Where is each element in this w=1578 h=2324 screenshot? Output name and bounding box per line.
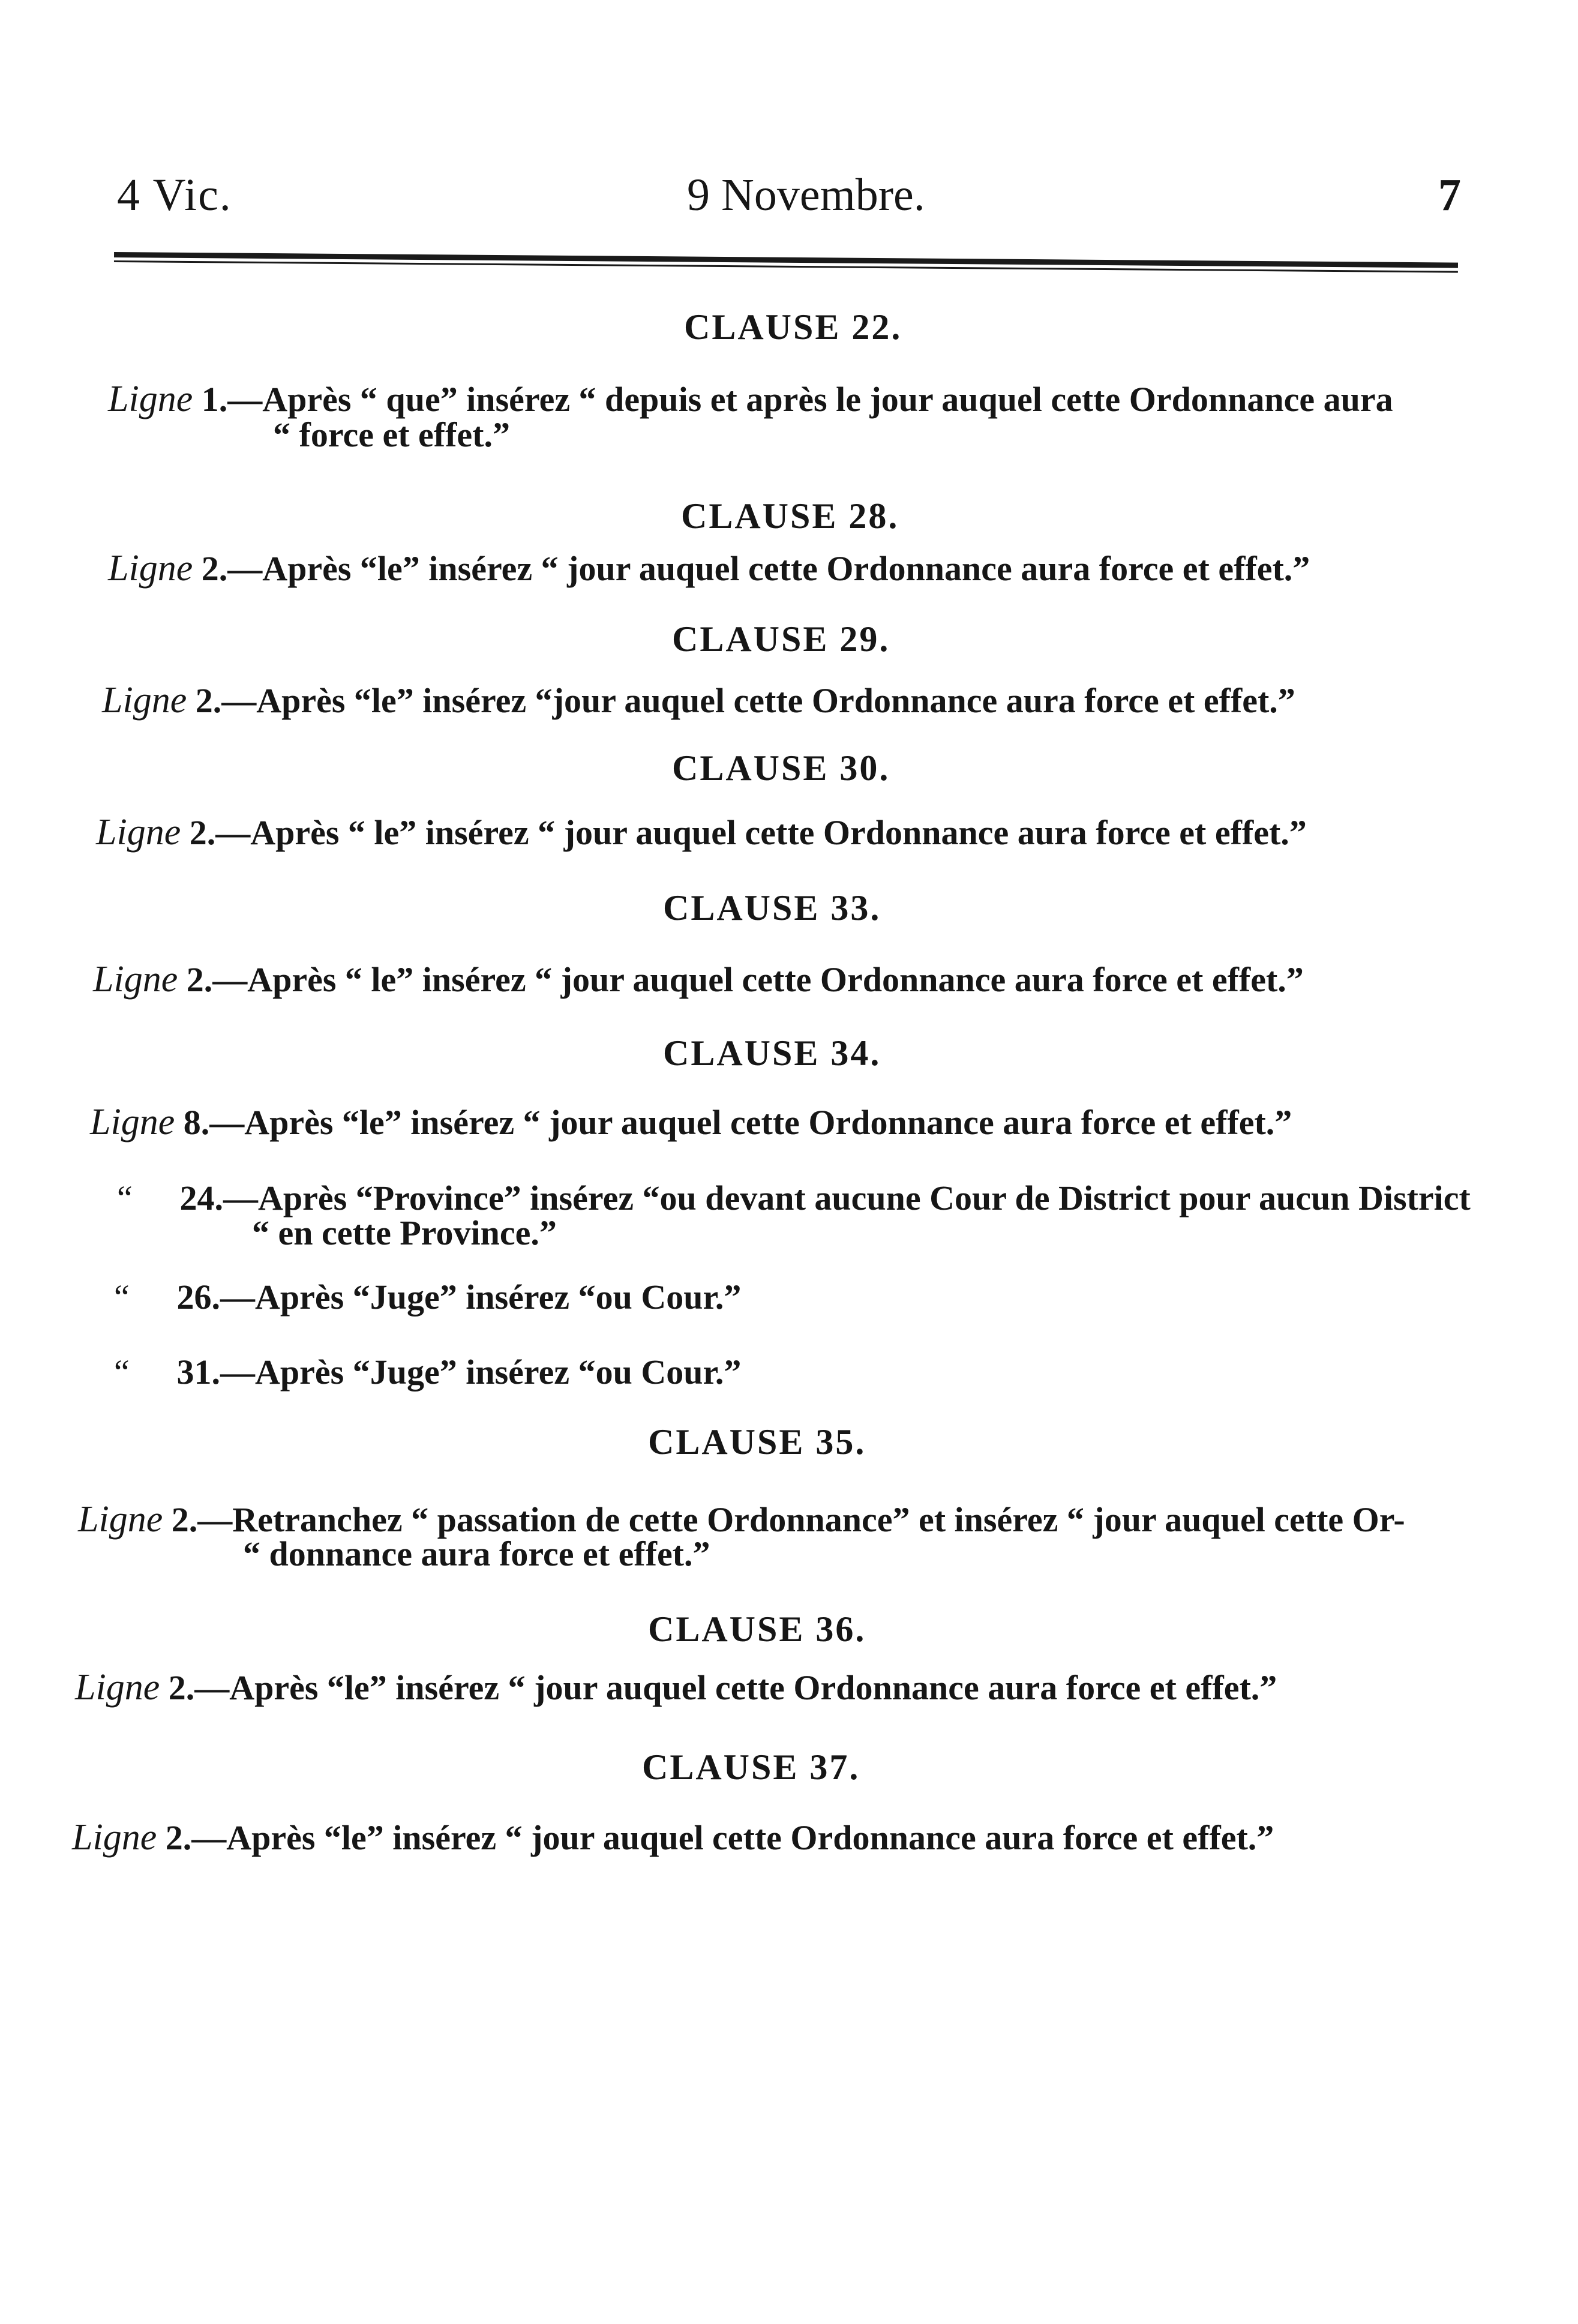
clause-heading: CLAUSE 29.: [672, 619, 890, 659]
entry-label: Ligne: [96, 812, 181, 853]
header-double-rule: [114, 252, 1458, 275]
entry-text: 31.—Après “Juge” insérez “ou Cour.”: [176, 1353, 742, 1392]
clause-heading: CLAUSE 30.: [672, 748, 890, 788]
amendment-entry: [114, 1353, 741, 1392]
header-date: 9 Novembre.: [687, 170, 925, 220]
amendment-entry: [75, 1668, 1277, 1707]
entry-text: 2.—Après “ le” insérez “ jour auquel cette Ordonnance aura force et effet.”: [189, 813, 1307, 852]
clause-heading: CLAUSE 22.: [684, 307, 902, 347]
entry-text: 2.—Retranchez “ passation de cette Ordonnance” et insérez “ jour auquel cette Or-: [171, 1500, 1405, 1539]
amendment-entry: [72, 1818, 1274, 1857]
page-number: 7: [1438, 170, 1461, 220]
amendment-entry: [114, 1278, 741, 1317]
entry-text: 2.—Après “le” insérez “ jour auquel cette Ordonnance aura force et effet.”: [165, 1818, 1274, 1857]
entry-text: 2.—Après “le” insérez “ jour auquel cette Ordonnance aura force et effet.”: [168, 1668, 1277, 1707]
clause-heading: CLAUSE 37.: [642, 1747, 860, 1787]
entry-label: Ligne: [108, 379, 193, 419]
clause-heading: CLAUSE 28.: [681, 496, 899, 536]
entry-continuation: “ en cette Province.”: [252, 1213, 557, 1252]
entry-text: 1.—Après “ que” insérez “ depuis et après le jour auquel cette Ordonnance aura: [201, 380, 1393, 419]
amendment-entry: [108, 379, 1393, 454]
amendment-entry: [96, 813, 1307, 852]
clause-heading: CLAUSE 35.: [648, 1422, 866, 1462]
entry-text: 24.—Après “Province” insérez “ou devant aucune Cour de District pour aucun District: [179, 1179, 1471, 1218]
entry-text: 8.—Après “le” insérez “ jour auquel cette Ordonnance aura force et effet.”: [183, 1103, 1292, 1142]
amendment-entry: [102, 681, 1295, 720]
amendment-entry: [78, 1499, 1405, 1573]
entry-continuation: “ donnance aura force et effet.”: [243, 1534, 710, 1573]
ditto-mark: “: [114, 1353, 130, 1392]
entry-text: 26.—Après “Juge” insérez “ou Cour.”: [176, 1278, 742, 1317]
entry-label: Ligne: [108, 548, 193, 589]
entry-text: 2.—Après “le” insérez “ jour auquel cette Ordonnance aura force et effet.”: [201, 549, 1310, 588]
amendment-entry: [117, 1179, 1471, 1252]
header-regnal-year: 4 Vic.: [117, 170, 232, 220]
entry-text: 2.—Après “ le” insérez “ jour auquel cette Ordonnance aura force et effet.”: [186, 960, 1304, 999]
entry-label: Ligne: [102, 680, 187, 721]
clause-heading: CLAUSE 36.: [648, 1609, 866, 1649]
entry-label: Ligne: [90, 1102, 175, 1142]
entry-label: Ligne: [93, 959, 178, 1000]
amendment-entry: [93, 960, 1304, 999]
ditto-mark: “: [117, 1179, 133, 1218]
entry-label: Ligne: [72, 1817, 157, 1858]
ditto-mark: “: [114, 1278, 130, 1317]
running-head: [117, 162, 1461, 228]
entry-continuation: “ force et effet.”: [273, 415, 510, 454]
entry-label: Ligne: [78, 1499, 163, 1540]
clause-heading: CLAUSE 33.: [663, 888, 881, 928]
entry-text: 2.—Après “le” insérez “jour auquel cette Ordonnance aura force et effet.”: [195, 681, 1295, 720]
entry-label: Ligne: [75, 1667, 160, 1708]
amendment-entry: [90, 1103, 1292, 1142]
clause-heading: CLAUSE 34.: [663, 1033, 881, 1073]
amendment-entry: [108, 549, 1310, 588]
